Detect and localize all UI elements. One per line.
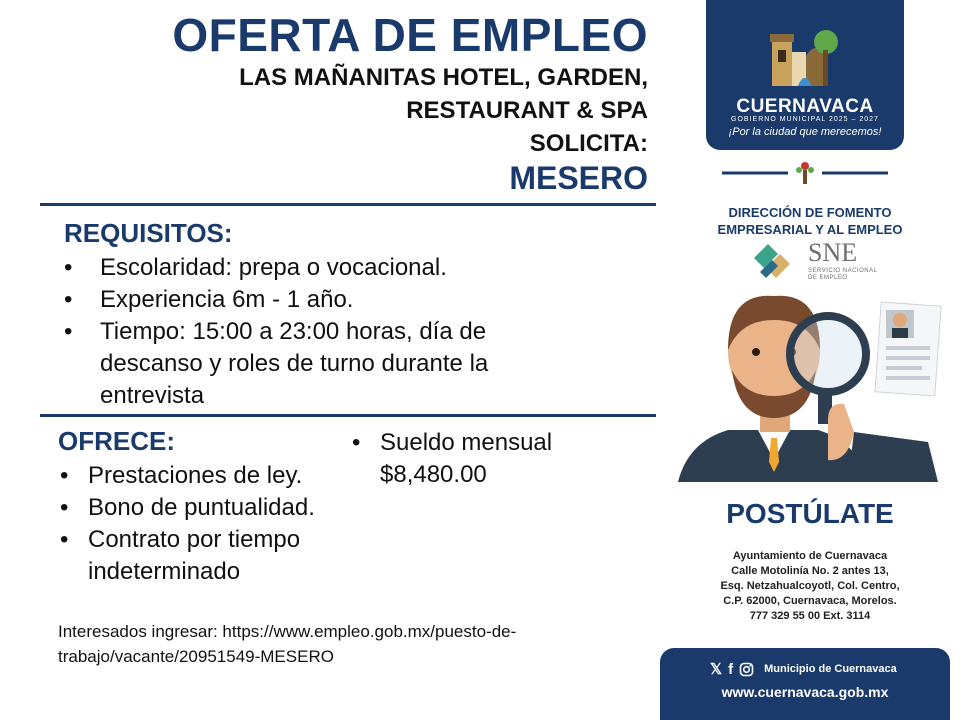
- list-item: • Bono de puntualidad.: [58, 492, 358, 524]
- sne-logo-text: SNE: [808, 238, 858, 267]
- company-name-line1: LAS MAÑANITAS HOTEL, GARDEN,: [239, 64, 648, 91]
- address-line: Calle Motolinía No. 2 antes 13,: [731, 565, 889, 577]
- salary-list: [350, 427, 610, 491]
- social-handle: Municipio de Cuernavaca: [764, 663, 897, 675]
- directorate-line: EMPRESARIAL Y AL EMPLEO: [717, 222, 903, 237]
- city-emblem-icon: [768, 20, 840, 92]
- logo-name: CUERNAVACA: [736, 96, 874, 117]
- phone-line: 777 329 55 00 Ext. 3114: [749, 610, 871, 622]
- company-name-line2: RESTAURANT & SPA: [406, 97, 648, 124]
- list-item: • Contrato por tiempo indeterminado: [58, 524, 358, 588]
- offers-list: [58, 460, 358, 588]
- directorate-name: [660, 204, 960, 238]
- requirements-list: [62, 252, 582, 412]
- position-title: MESERO: [509, 160, 648, 196]
- list-item: • Prestaciones de ley.: [58, 460, 358, 492]
- page-title: OFERTA DE EMPLEO: [172, 9, 648, 61]
- recruiter-magnifier-illustration: [678, 292, 960, 482]
- list-item: • Experiencia 6m - 1 año.: [62, 284, 582, 316]
- address-line: C.P. 62000, Cuernavaca, Morelos.: [723, 595, 897, 607]
- address-line: Ayuntamiento de Cuernavaca: [732, 550, 888, 562]
- application-link-note[interactable]: Interesados ingresar: https://www.empleo.gob.mx/puesto-de-trabajo/vacante/20951549-MESERO: [58, 622, 517, 666]
- divider: [40, 203, 656, 206]
- divider-ornament-icon: [720, 160, 890, 186]
- requirements-heading: REQUISITOS:: [64, 218, 233, 248]
- address-block: [660, 549, 960, 624]
- solicita-label: SOLICITA:: [529, 130, 648, 157]
- address-line: Esq. Netzahualcoyotl, Col. Centro,: [720, 580, 900, 592]
- social-links: [710, 660, 897, 678]
- contact-footer: [660, 648, 950, 720]
- list-item: • Tiempo: 15:00 a 23:00 horas, día de descanso y roles de turno durante la entrevista: [62, 316, 582, 412]
- handshake-icon: [752, 238, 792, 284]
- facebook-icon[interactable]: f: [728, 660, 734, 678]
- cuernavaca-logo: [706, 0, 904, 150]
- sidebar-panel: [660, 0, 960, 720]
- sne-logo-subtitle: SERVICIO NACIONAL DE EMPLEO: [808, 268, 878, 281]
- list-item: • Escolaridad: prepa o vocacional.: [62, 252, 582, 284]
- x-icon[interactable]: 𝕏: [710, 661, 723, 678]
- divider: [40, 414, 656, 417]
- apply-heading: POSTÚLATE: [726, 498, 894, 529]
- directorate-line: DIRECCIÓN DE FOMENTO: [728, 205, 892, 220]
- salary-item: • Sueldo mensual $8,480.00: [350, 427, 610, 491]
- logo-slogan: ¡Por la ciudad que merecemos!: [728, 126, 882, 138]
- offers-heading: OFRECE:: [58, 426, 175, 456]
- logo-government-term: GOBIERNO MUNICIPAL 2025 – 2027: [731, 116, 879, 123]
- instagram-icon[interactable]: [739, 662, 754, 677]
- website-link[interactable]: www.cuernavaca.gob.mx: [721, 684, 889, 700]
